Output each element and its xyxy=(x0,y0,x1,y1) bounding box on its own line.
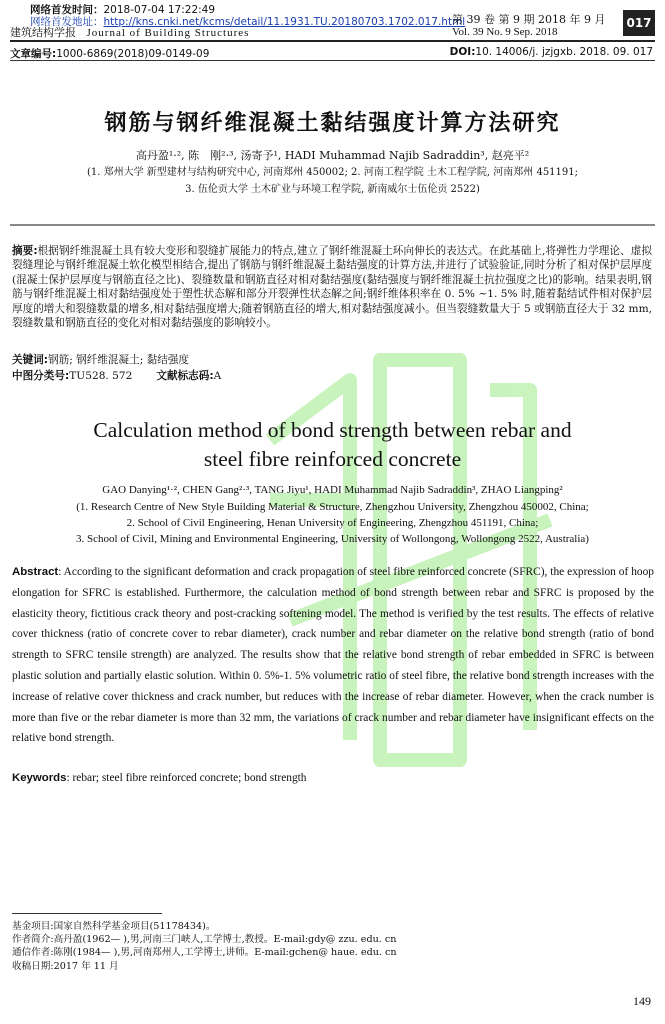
affiliation-en-3: 3. School of Civil, Mining and Environmental Engineering, University of Wollongong, Wollongong 2522, Australia) xyxy=(76,533,589,545)
clc-label: 中图分类号: xyxy=(12,370,70,382)
abstract-cn xyxy=(12,244,652,330)
affiliation-cn-2: 3. 伍伦贡大学 土木矿业与环境工程学院, 新南威尔士伍伦贡 2522) xyxy=(185,184,480,195)
volume-en: Vol. 39 No. 9 Sep. 2018 xyxy=(452,26,558,38)
network-time-value: 2018-07-04 17:22:49 xyxy=(103,4,216,16)
keywords-cn xyxy=(12,352,189,367)
affiliation-en-2: 2. School of Civil Engineering, Henan University of Engineering, Zhengzhou 451191, China; xyxy=(126,517,539,529)
clc-value: TU528. 572 xyxy=(69,370,133,382)
doi-label: DOI: xyxy=(449,46,476,58)
abstract-en-text: : According to the significant deformation and crack propagation of steel fibre reinforced concrete (SFRC), the expression of hoop elongation for SFRC is established. Furthermore, the calculation method of bond strength between rebar and SFRC is proposed by the elasticity theory, fictitious crack theory and post-cracking softening model. The method is verified by the test results. The effects of relative cover thickness (ratio of concrete cover to rebar diameter), crack number and rebar diameter on the relative bond strength (ratio of bond strength to SFRC tensile strength) are analyzed. The results show that the relative bond strength of rebar embedded in SFRC is between plastic solution and partially elastic solution. Within 0. 5%-1. 5% volumetric ratio of steel fibre, the relative bond strength increases with the increase of relative cover thickness and crack number, but reduces with the increase of rebar diameter. However, when the crack number is more than five or the rebar diameter is more than 32 mm, the variations of crack number and rebar diameter have insignificant effects on the relative bond strength. xyxy=(12,566,654,745)
affiliation-cn-1: (1. 郑州大学 新型建材与结构研究中心, 河南郑州 450002; 2. 河南工程学院 土木工程学院, 河南郑州 451191; xyxy=(86,167,579,178)
footnote-rule xyxy=(12,913,162,914)
title-rule xyxy=(10,224,655,226)
network-time-label: 网络首发时间： xyxy=(30,4,104,16)
footnote-author: 作者简介:高丹盈(1962— ),男,河南三门峡人,工学博士,教授。E-mail:gdy@ zzu. edu. cn xyxy=(12,934,397,946)
network-url-link[interactable]: http://kns.cnki.net/kcms/detail/11.1931.TU.20180703.1702.017.html xyxy=(103,16,466,28)
footnote-funding: 基金项目:国家自然科学基金项目(51178434)。 xyxy=(12,921,216,932)
keywords-en xyxy=(12,772,307,784)
authors-cn: 高丹盈¹·², 陈 刚²·³, 汤寄予¹, HADI Muhammad Najib Sadraddin³, 赵亮平² xyxy=(135,149,530,162)
doi-value: 10. 14006/j. jzjgxb. 2018. 09. 017 xyxy=(475,46,653,58)
classification-cn xyxy=(12,368,221,383)
affiliation-en-1: (1. Research Centre of New Style Building Material & Structure, Zhengzhou University, Zhengzhou 450002, China; xyxy=(76,501,589,513)
network-first-time xyxy=(30,4,215,16)
footnote-corresponding: 通信作者:陈刚(1984— ),男,河南郑州人,工学博士,讲师。E-mail:gchen@ haue. edu. cn xyxy=(12,947,397,959)
abstract-cn-label: 摘要: xyxy=(12,245,38,257)
page-title-en-line1: Calculation method of bond strength between rebar and xyxy=(93,418,572,442)
meta-rule xyxy=(10,60,655,61)
keywords-en-text: : rebar; steel fibre reinforced concrete; bond strength xyxy=(66,772,307,784)
keywords-cn-label: 关键词: xyxy=(12,354,49,366)
abstract-cn-text: 根据钢纤维混凝土具有较大变形和裂缝扩展能力的特点,建立了钢纤维混凝土环向伸长的表达式。在此基础上,将弹性力学理论、虚拟裂缝理论与钢纤维混凝土软化模型相结合,提出了钢筋与钢纤维混凝土黏结强度的计算方法,并进行了试验验证,同时分析了相对保护层厚度(混凝土保护层厚度与钢筋直径之比)、裂缝数量和钢筋直径对相对黏结强度(黏结强度与钢纤维混凝土抗拉强度之比)的影响。结果表明,钢筋与钢纤维混凝土相对黏结强度处于塑性状态解和部分开裂弹性状态解之间;钢纤维体积率在 0. 5% ~1. 5% 时,随着黏结试件相对保护层厚度的增大和裂缝数量的增多,相对黏结强度增大;随着钢筋直径的增大,相对黏结强度减小。但当裂缝数量大于 5 或钢筋直径大于 32 mm,裂缝数量和钢筋直径的变化对相对黏结强度的影响较小。 xyxy=(12,245,652,330)
network-url-label: 网络首发地址： xyxy=(30,16,104,28)
doc-code-label: 文献标志码: xyxy=(156,370,214,382)
abstract-en-label: Abstract xyxy=(12,566,59,578)
authors-en: GAO Danying¹·², CHEN Gang²·³, TANG Jiyu¹, HADI Muhammad Najib Sadraddin³, ZHAO Liangping² xyxy=(102,484,563,496)
page-number: 149 xyxy=(633,994,651,1008)
doi xyxy=(450,46,653,58)
journal-name-en: Journal of Building Structures xyxy=(86,27,250,39)
page-title-en-line2: steel fibre reinforced concrete xyxy=(203,447,462,471)
page-title-cn: 钢筋与钢纤维混凝土黏结强度计算方法研究 xyxy=(104,111,561,136)
journal-header xyxy=(10,27,249,39)
article-number-label: 文章编号: xyxy=(10,48,57,60)
doc-code-value: A xyxy=(213,370,222,382)
volume-cn: 第 39 卷 第 9 期 2018 年 9 月 xyxy=(452,13,606,26)
footnote-received: 收稿日期:2017 年 11 月 xyxy=(12,960,119,972)
keywords-cn-text: 钢筋; 钢纤维混凝土; 黏结强度 xyxy=(48,354,190,366)
page-badge: 017 xyxy=(623,10,655,36)
journal-name-cn: 建筑结构学报 xyxy=(10,26,76,39)
article-number xyxy=(10,46,209,61)
abstract-en xyxy=(12,562,654,749)
volume-info xyxy=(452,14,622,38)
article-number-value: 1000-6869(2018)09-0149-09 xyxy=(56,48,210,60)
keywords-en-label: Keywords xyxy=(12,772,67,784)
header-rule xyxy=(10,40,655,42)
footnotes xyxy=(12,920,397,973)
